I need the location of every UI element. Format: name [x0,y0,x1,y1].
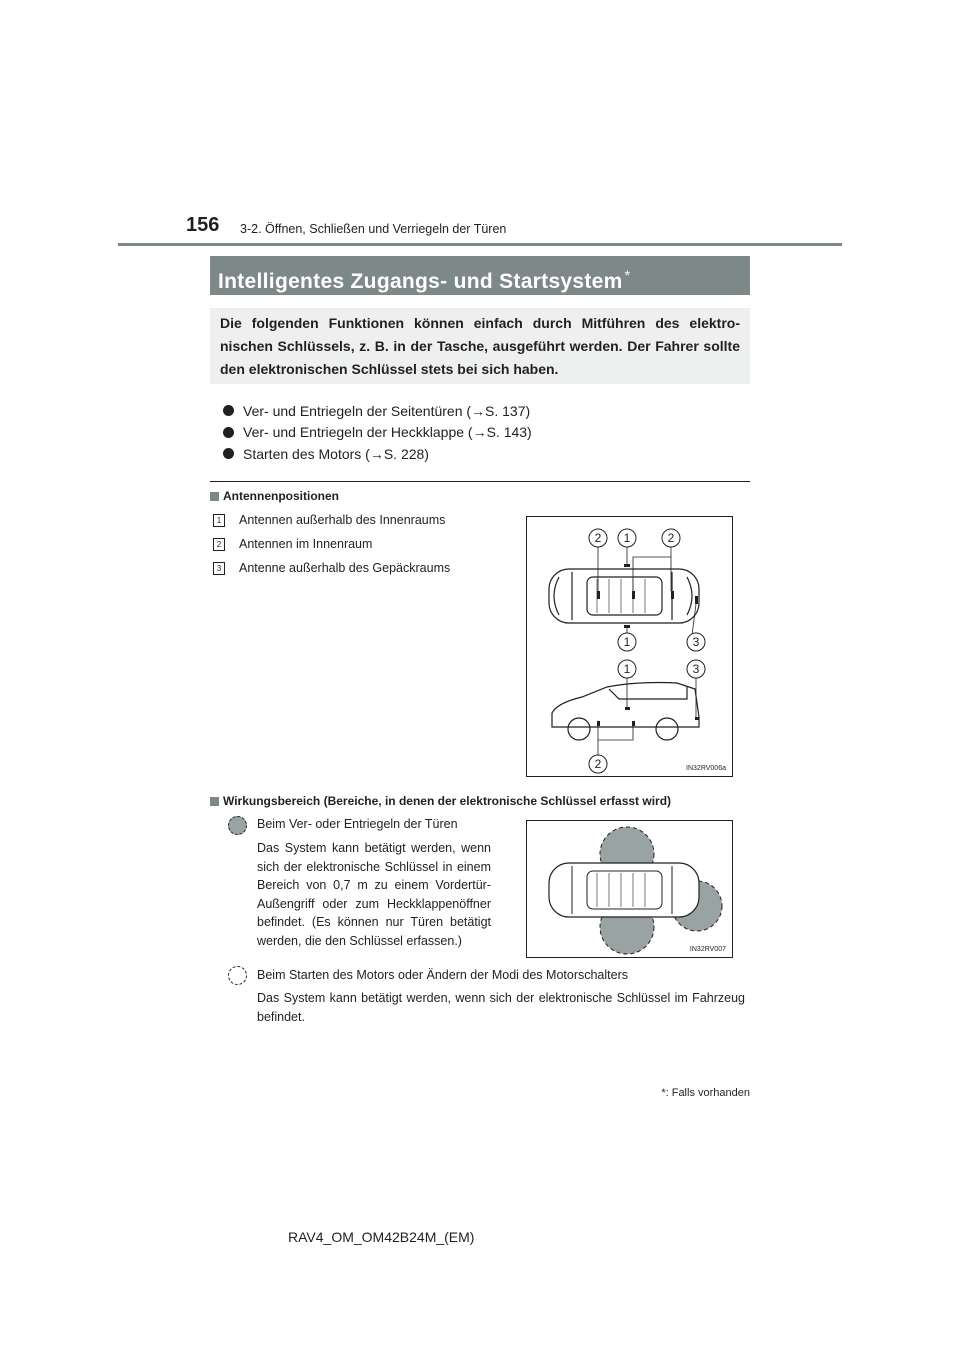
section-title-text: Intelligentes Zugangs- und Startsystem [218,270,623,293]
figure-code: IN32RV007 [689,946,726,953]
antenna-heading: Antennenpositionen [210,489,339,503]
zone-filled-circle-icon [228,816,247,835]
legend-item-2: 2 Antennen im Innenraum [213,537,372,551]
bullet-dot-icon [223,427,234,438]
legend-item-1: 1 Antennen außerhalb des Innenraums [213,513,445,527]
antenna-markers-side [597,707,699,726]
callout-1b: 1 [623,635,631,649]
zone1-description: Das System kann betätigt werden, wenn sich der elektronische Schlüssel in einem Bereich von 0,7 m zu einem Vordertür-Außengriff oder zum Heckklappenöffner befindet. (Es können nur Türen betätigt werden, die den Schlüssel erfassen.) [257,841,491,948]
page-number: 156 [186,214,220,236]
chapter-title: 3-2. Öffnen, Schließen und Verriegeln der Türen [240,222,507,236]
legend-item-3: 3 Antenne außerhalb des Gepäckraums [213,561,450,575]
number-2-icon: 2 [213,538,225,551]
title-asterisk: * [624,267,631,283]
zone-outline-circle-icon [228,966,247,985]
section-divider [210,481,750,482]
heading-square-icon [210,797,219,806]
zone2-label: Beim Starten des Motors oder Ändern der Modi des Motorschalters [257,968,629,982]
footnote: *: Falls vorhanden [661,1087,750,1099]
callout-2c: 2 [594,757,602,771]
callout-3b: 3 [692,662,700,676]
zone1-label: Beim Ver- oder Entriegeln der Türen [257,817,458,831]
bullet-dot-icon [223,448,234,459]
footnote-asterisk: * [661,1087,666,1099]
car-top-view-icon [549,569,699,623]
callout-circles-side [589,660,705,773]
callout-2a: 2 [594,531,602,545]
zone2-description: Das System kann betätigt werden, wenn sich der elektronische Schlüssel im Fahrzeug befindet. [257,991,745,1024]
heading-square-icon [210,492,219,501]
section-title [210,256,750,295]
list-item: Ver- und Entriegeln der Seitentüren (→S. 137) [223,400,532,422]
antenna-markers-top [597,564,698,628]
callout-1a: 1 [623,531,631,545]
car-side-view-icon [552,683,699,741]
bullet-dot-icon [223,405,234,416]
range-heading: Wirkungsbereich (Bereiche, in denen der elektronische Schlüssel erfasst wird) [210,794,671,808]
list-item: Ver- und Entriegeln der Heckklappe (→S. 143) [223,422,532,444]
callout-2b: 2 [667,531,675,545]
figure-code: IN32RV006a [686,765,726,772]
range-figure [526,820,733,958]
antenna-position-figure [526,516,733,777]
callout-1c: 1 [623,662,631,676]
footer-model-code: RAV4_OM_OM42B24M_(EM) [288,1229,475,1245]
callout-lines-top [598,547,696,635]
callout-3a: 3 [692,635,700,649]
antenna-diagram [527,517,732,776]
intro-box: Die folgenden Funktionen können einfach durch Mitführen des elektro- nischen Schlüssels, z. B. in der Tasche, ausgeführt werden. Der Fahrer sollte den elektronischen Schlüssel stets bei sich haben. [210,308,750,384]
list-item: Starten des Motors (→S. 228) [223,443,532,465]
feature-list [223,400,532,465]
callout-lines-side [598,678,696,755]
range-diagram [527,821,732,957]
header-rule [118,243,842,246]
callout-circles-top [589,529,705,651]
number-1-icon: 1 [213,514,225,527]
number-3-icon: 3 [213,562,225,575]
